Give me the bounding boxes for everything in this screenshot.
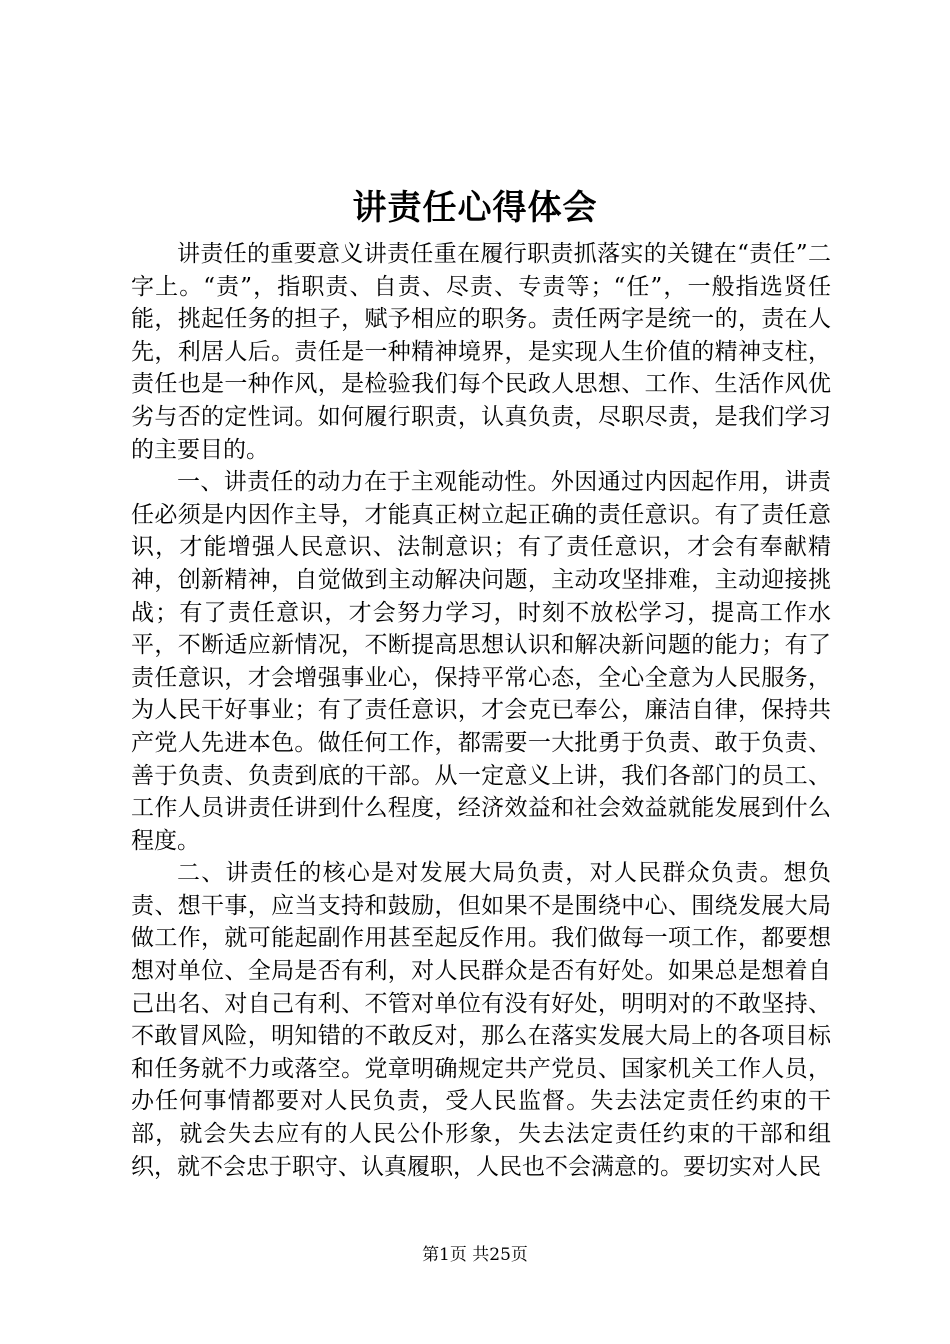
document-title: 讲责任心得体会 xyxy=(352,188,598,228)
document-body xyxy=(131,238,831,1183)
paragraph-section-two: 二、讲责任的核心是对发展大局负责，对人民群众负责。想负责、想干事，应当支持和鼓励，但如果不是围绕中心、围绕发展大局做工作，就可能起副作用甚至起反作用。我们做每一项工作，都要想想对单位、全局是否有利，对人民群众是否有好处。如果总是想着自己出名、对自己有利、不管对单位有没有好处，明明对的不敢坚持、不敢冒风险，明知错的不敢反对，那么在落实发展大局上的各项目标和任务就不力或落空。党章明确规定共产党员、国家机关工作人员，办任何事情都要对人民负责，受人民监督。失去法定责任约束的干部，就会失去应有的人民公仆形象，失去法定责任约束的干部和组织，就不会忠于职守、认真履职，人民也不会满意的。要切实对人民 xyxy=(131,860,831,1180)
page-footer: 第1页 共25页 xyxy=(422,1245,528,1265)
paragraph-intro: 讲责任的重要意义讲责任重在履行职责抓落实的关键在“责任”二字上。“责”，指职责、自责、尽责、专责等；“任”，一般指选贤任能，挑起任务的担子，赋予相应的职务。责任两字是统一的，责在人先，利居人后。责任是一种精神境界，是实现人生价值的精神支柱，责任也是一种作风，是检验我们每个民政人思想、工作、生活作风优劣与否的定性词。如何履行职责，认真负责，尽职尽责，是我们学习的主要目的。 xyxy=(131,241,831,463)
paragraph-section-one: 一、讲责任的动力在于主观能动性。外因通过内因起作用，讲责任必须是内因作主导，才能真正树立起正确的责任意识。有了责任意识，才能增强人民意识、法制意识；有了责任意识，才会有奉献精神，创新精神，自觉做到主动解决问题，主动攻坚排难，主动迎接挑战；有了责任意识，才会努力学习，时刻不放松学习，提高工作水平，不断适应新情况，不断提高思想认识和解决新问题的能力；有了责任意识，才会增强事业心，保持平常心态，全心全意为人民服务，为人民干好事业；有了责任意识，才会克已奉公，廉洁自律，保持共产党人先进本色。做任何工作，都需要一大批勇于负责、敢于负责、善于负责、负责到底的干部。从一定意义上讲，我们各部门的员工、工作人员讲责任讲到什么程度，经济效益和社会效益就能发展到什么程度。 xyxy=(131,469,831,854)
